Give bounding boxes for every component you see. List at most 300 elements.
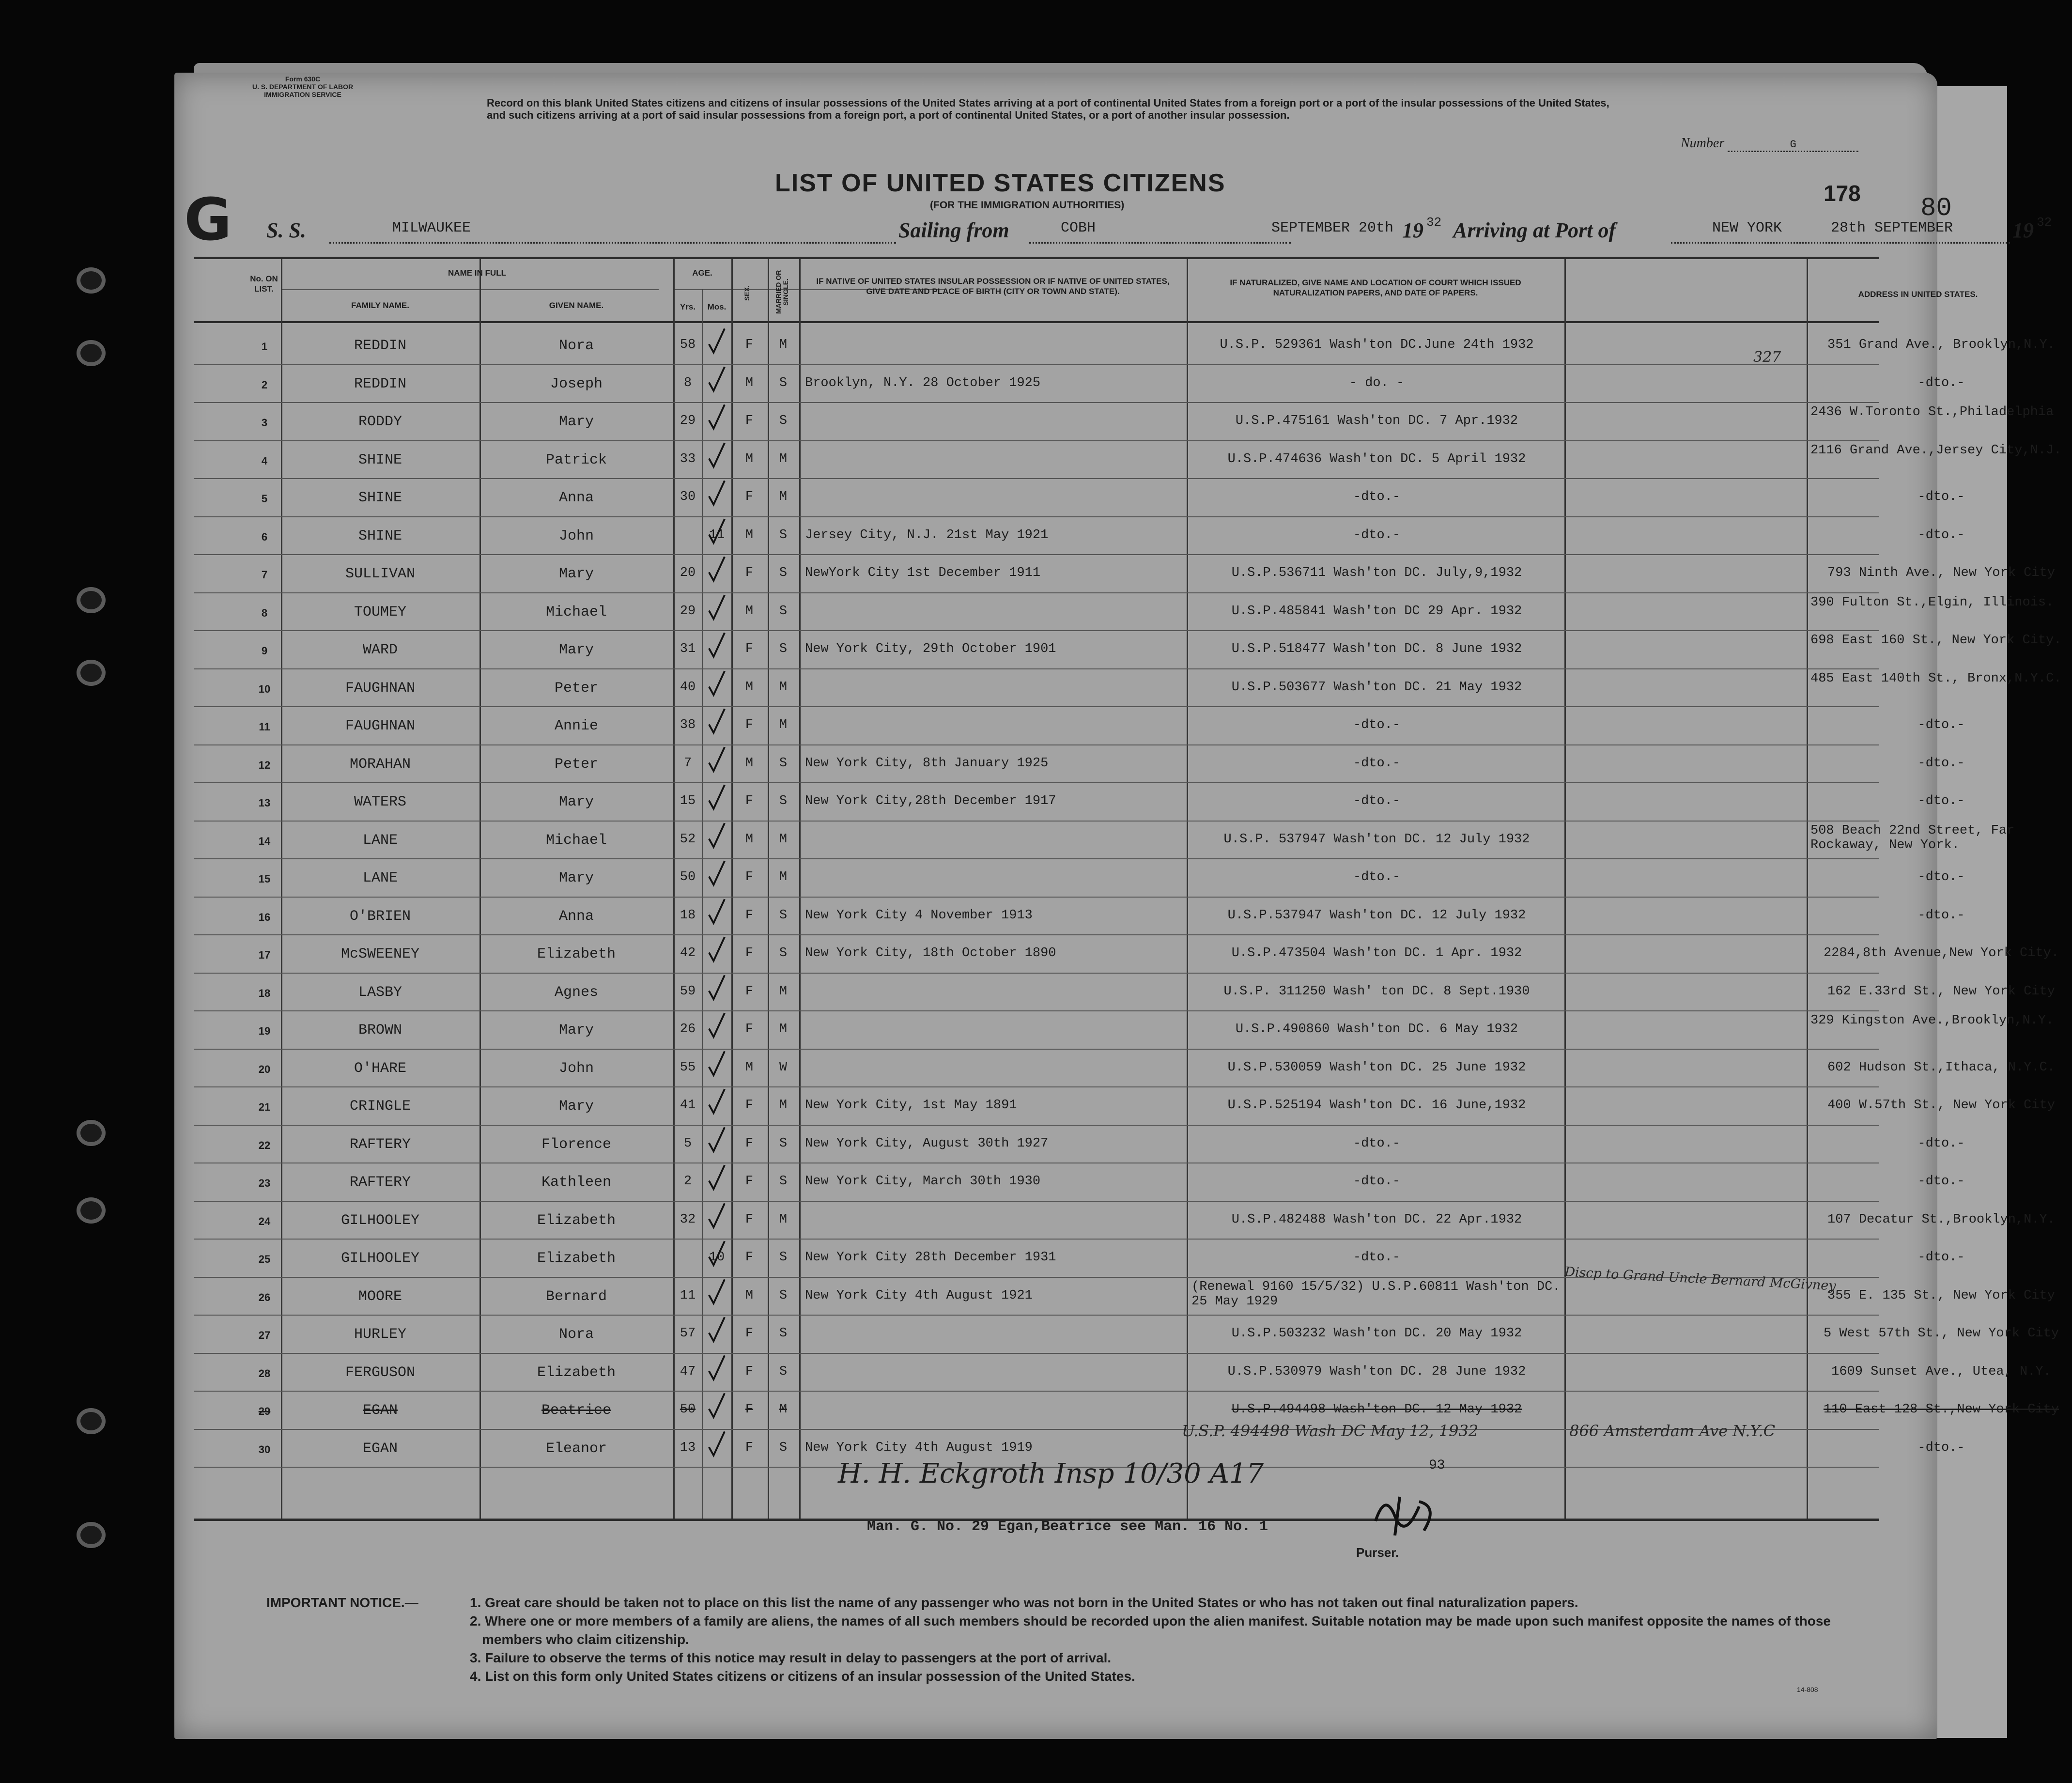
address: 2436 W.Toronto St.,Philadelphia (1810, 405, 2054, 419)
form-code: 14-808 (1797, 1686, 1818, 1693)
table-row (194, 1202, 2055, 1240)
header-no: No. ON LIST. (250, 274, 278, 294)
age-years: 30 (680, 490, 696, 504)
address: -dto.- (1917, 1136, 1965, 1151)
row-number: 12 (258, 759, 271, 771)
given-name: Nora (558, 338, 594, 354)
naturalization: -dto.- (1353, 718, 1401, 732)
table-row (194, 441, 2062, 480)
marital-status: W (779, 1060, 788, 1075)
sex: F (745, 1136, 754, 1151)
arriving-label: Arriving at Port of (1453, 218, 1616, 242)
check-mark (707, 402, 726, 431)
marital-status: M (779, 984, 788, 999)
marital-status: S (779, 1288, 788, 1303)
age-years: 7 (683, 756, 692, 771)
table-row (194, 1126, 1965, 1164)
naturalization: -dto.- (1353, 1250, 1401, 1265)
family-name: FERGUSON (345, 1364, 416, 1381)
birth-details: New York City, August 30th 1927 (805, 1136, 1049, 1151)
naturalization: U.S.P.530059 Wash'ton DC. 25 June 1932 (1227, 1060, 1526, 1075)
age-years: 29 (680, 414, 696, 428)
family-name: FAUGHNAN (345, 718, 416, 734)
header-age: AGE. (692, 268, 712, 278)
marital-status: M (779, 680, 788, 695)
voyage-line (266, 215, 2052, 252)
sex: F (745, 718, 754, 732)
check-mark (707, 1239, 726, 1268)
table-row (194, 593, 2054, 632)
binder-hole (80, 664, 102, 682)
age-years: 26 (680, 1022, 696, 1037)
table-row (194, 479, 1965, 517)
naturalization: U.S.P.537947 Wash'ton DC. 12 July 1932 (1227, 908, 1526, 923)
purser-label: Purser. (1356, 1545, 1399, 1560)
marital-status: S (779, 1136, 788, 1151)
marital-status: S (779, 1174, 788, 1189)
sex: M (745, 756, 754, 771)
family-name: WATERS (354, 794, 407, 810)
age-years: 42 (680, 946, 696, 961)
binder-hole (80, 1201, 102, 1220)
header-sex: SEX. (743, 285, 751, 301)
notice-item: 1. Great care should be taken not to place on this list the name of any passenger who was not born in the United States or who has not taken out final naturalization papers. (470, 1595, 1578, 1610)
row-number: 24 (258, 1215, 271, 1227)
notice-item: 4. List on this form only United States citizens or citizens of an insular possession of the United States. (470, 1669, 1135, 1684)
number-label: Number (1681, 136, 1725, 151)
address: -dto.- (1917, 870, 1965, 884)
given-name: Bernard (545, 1288, 607, 1305)
age-years: 50 (680, 870, 696, 884)
check-mark (707, 1125, 726, 1154)
age-years: 8 (683, 375, 692, 390)
naturalization: U.S.P.490860 Wash'ton DC. 6 May 1932 (1235, 1022, 1518, 1037)
inspector-signature: H. H. Eckgroth Insp 10/30 A17 (838, 1458, 1264, 1489)
address: 351 Grand Ave., Brooklyn,N.Y. (1827, 338, 2055, 352)
table-row (194, 669, 2062, 708)
address: 110 East 128 St.,New York City (1823, 1402, 2059, 1417)
table-row (194, 859, 1965, 898)
age-years: 15 (680, 794, 696, 808)
family-name: WARD (362, 642, 398, 658)
form-instructions: Record on this blank United States citizens and citizens of insular possessions of the United States arriving at a port of continental United States from a foreign port or a port of the insular possessions of the United States, and such citizens arriving at a port of said insular possessions from a foreign port, a port of continental United States, or a port of another insular possession. (487, 97, 1609, 121)
check-mark (707, 364, 726, 393)
marital-status: M (779, 338, 788, 352)
marital-status: M (779, 1212, 788, 1227)
family-name: GILHOOLEY (340, 1212, 420, 1229)
age-years: 33 (680, 451, 696, 466)
given-name: Mary (558, 870, 594, 886)
given-name: Elizabeth (537, 1250, 616, 1267)
department-name: U. S. DEPARTMENT OF LABOR (252, 83, 354, 91)
address: 390 Fulton St.,Elgin, Illinois. (1810, 595, 2054, 610)
marital-status: M (779, 451, 788, 466)
check-mark (707, 440, 726, 469)
address: 162 E.33rd St., New York City (1827, 984, 2055, 999)
header-married-single: MARRIED OR SINGLE. (774, 270, 789, 314)
table-row (194, 1278, 2055, 1316)
form-identifier (252, 75, 354, 98)
check-mark (707, 1049, 726, 1078)
birth-details: NewYork City 1st December 1911 (805, 566, 1041, 580)
check-mark (707, 592, 726, 621)
header-months: Mos. (707, 302, 727, 311)
age-years: 38 (680, 718, 696, 732)
given-name: Annie (554, 718, 598, 734)
given-name: Agnes (554, 984, 598, 1001)
sex: F (745, 490, 754, 504)
naturalization: U.S.P. 529361 Wash'ton DC.June 24th 1932 (1220, 338, 1534, 352)
marital-status: S (779, 946, 788, 961)
marital-status: S (779, 414, 788, 428)
family-name: O'BRIEN (349, 908, 411, 925)
family-name: LASBY (358, 984, 402, 1001)
given-name: Michael (545, 604, 607, 620)
age-years: 29 (680, 604, 696, 619)
sex: F (745, 1212, 754, 1227)
given-name: Florence (541, 1136, 612, 1153)
year-prefix-2: 19 (2012, 218, 2034, 242)
naturalization: -dto.- (1353, 490, 1401, 504)
given-name: Mary (558, 566, 594, 582)
family-name: FAUGHNAN (345, 680, 416, 697)
table-row (194, 517, 1965, 556)
check-mark (707, 1315, 726, 1344)
family-name: TOUMEY (354, 604, 407, 620)
row-number: 8 (261, 606, 268, 619)
age-years: 31 (680, 642, 696, 656)
header-birthplace: IF NATIVE OF UNITED STATES INSULAR POSSESSION OR IF NATIVE OF UNITED STATES, GIVE DATE AND PLACE OF BIRTH (CITY OR TOWN AND STATE). (816, 277, 1170, 296)
table-row (194, 365, 1965, 403)
family-name: EGAN (362, 1440, 398, 1457)
purser-signature (1366, 1487, 1453, 1545)
marital-status: S (779, 756, 788, 771)
sex: M (745, 451, 754, 466)
age-years: 5 (683, 1136, 692, 1151)
header-years: Yrs. (680, 302, 696, 311)
family-name: RAFTERY (349, 1174, 411, 1191)
address: -dto.- (1917, 490, 1965, 504)
marital-status: S (779, 1440, 788, 1455)
sex: F (745, 1250, 754, 1265)
sex: M (745, 680, 754, 695)
sex: M (745, 375, 754, 390)
sex: F (745, 1174, 754, 1189)
header-family-name: FAMILY NAME. (351, 301, 409, 310)
marital-status: M (779, 1022, 788, 1037)
arrival-year: 32 (2037, 215, 2052, 230)
header-given-name: GIVEN NAME. (549, 301, 604, 310)
marital-status: S (779, 1364, 788, 1379)
birth-details: Jersey City, N.J. 21st May 1921 (805, 527, 1049, 543)
age-years: 55 (680, 1060, 696, 1075)
address: 329 Kingston Ave.,Brooklyn,N.Y. (1810, 1013, 2054, 1028)
naturalization: (Renewal 9160 15/5/32) U.S.P.60811 Wash'ton DC. 25 May 1929 (1191, 1279, 1561, 1309)
row-number: 4 (261, 454, 268, 467)
given-name: Peter (554, 680, 598, 697)
family-name: LANE (362, 870, 398, 886)
row-number: 14 (258, 835, 271, 847)
address: 2284,8th Avenue,New York City. (1823, 946, 2059, 961)
number-field (1681, 136, 1858, 152)
check-mark (707, 668, 726, 698)
age-years: 47 (680, 1364, 696, 1379)
naturalization: - do. - (1349, 375, 1405, 390)
age-years: 57 (680, 1326, 696, 1341)
row-number: 19 (258, 1025, 271, 1037)
birth-details: New York City, 1st May 1891 (805, 1098, 1017, 1113)
check-mark (707, 706, 726, 735)
header-address: ADDRESS IN UNITED STATES. (1858, 290, 1978, 299)
binder-hole (80, 1526, 102, 1544)
table-row (194, 707, 1965, 745)
check-mark (707, 1163, 726, 1192)
sex: F (745, 984, 754, 999)
age-years: 32 (680, 1212, 696, 1227)
naturalization: U.S.P.518477 Wash'ton DC. 8 June 1932 (1231, 642, 1522, 656)
sex: F (745, 1326, 754, 1341)
birth-details: New York City, 18th October 1890 (805, 946, 1056, 961)
marital-status: S (779, 527, 788, 543)
number-value: G (1728, 139, 1858, 152)
birth-details: New York City 4th August 1921 (805, 1288, 1033, 1303)
check-mark (707, 1010, 726, 1039)
address: 485 East 140th St., Bronx,N.Y.C. (1810, 671, 2062, 686)
row-number: 16 (258, 911, 271, 923)
naturalization: U.S.P. 311250 Wash' ton DC. 8 Sept.1930 (1223, 984, 1530, 999)
given-name: Nora (558, 1326, 594, 1343)
family-name: SULLIVAN (345, 566, 416, 582)
check-mark (707, 1429, 726, 1458)
table-row (194, 631, 2062, 669)
address: 1609 Sunset Ave., Utea, N.Y. (1831, 1364, 2051, 1379)
given-name: Kathleen (541, 1174, 612, 1191)
year-prefix-1: 19 (1402, 218, 1423, 242)
marital-status: S (779, 1250, 788, 1265)
naturalization: -dto.- (1353, 794, 1401, 808)
given-name: Mary (558, 794, 594, 810)
age-years: 52 (680, 832, 696, 847)
sex: F (745, 1022, 754, 1037)
given-name: Elizabeth (537, 1364, 616, 1381)
sex: M (745, 527, 754, 543)
family-name: MOORE (358, 1288, 402, 1305)
marital-status: M (779, 718, 788, 732)
given-name: Joseph (550, 375, 603, 392)
marital-status: M (779, 832, 788, 847)
row-number: 27 (258, 1329, 271, 1341)
header-naturalization: IF NATURALIZED, GIVE NAME AND LOCATION OF COURT WHICH ISSUED NATURALIZATION PAPERS, AND DATE OF PAPERS. (1230, 278, 1521, 297)
check-mark (707, 973, 726, 1002)
family-name: MORAHAN (349, 756, 411, 773)
given-name: Patrick (545, 451, 607, 468)
address: -dto.- (1917, 1440, 1965, 1455)
naturalization: U.S.P.525194 Wash'ton DC. 16 June,1932 (1227, 1098, 1526, 1113)
age-years: 13 (680, 1440, 696, 1455)
marital-status: S (779, 604, 788, 619)
check-mark (707, 858, 726, 887)
ship-name: MILWAUKEE (392, 220, 471, 236)
family-name: SHINE (358, 451, 402, 468)
given-name: Mary (558, 642, 594, 658)
table-row (194, 935, 2059, 974)
binder-hole (80, 591, 102, 609)
marital-status: S (779, 375, 788, 390)
address: 400 W.57th St., New York City (1827, 1098, 2055, 1113)
naturalization: U.S.P.474636 Wash'ton DC. 5 April 1932 (1227, 451, 1526, 466)
family-name: LANE (362, 832, 398, 849)
row-number: 22 (258, 1139, 271, 1151)
family-name: CRINGLE (349, 1098, 411, 1115)
manifest-letter: G (184, 186, 232, 254)
sex: F (745, 908, 754, 923)
address: -dto.- (1917, 1250, 1965, 1265)
family-name: BROWN (358, 1022, 402, 1039)
marital-status: M (779, 870, 788, 884)
naturalization: U.S.P.482488 Wash'ton DC. 22 Apr.1932 (1231, 1212, 1522, 1227)
departure-port: COBH (1061, 220, 1096, 236)
arrival-port: NEW YORK (1712, 220, 1782, 236)
row30-address: 866 Amsterdam Ave N.Y.C (1569, 1422, 1776, 1440)
address: 2116 Grand Ave.,Jersey City,N.J. (1810, 443, 2062, 458)
row-number: 2 (261, 378, 268, 391)
address: -dto.- (1917, 908, 1965, 923)
form-number: Form 630C (285, 75, 321, 83)
age-months: 10 (709, 1250, 725, 1265)
departure-year: 32 (1426, 215, 1442, 230)
family-name: EGAN (362, 1402, 398, 1419)
row-number: 21 (258, 1101, 271, 1113)
birth-details: Brooklyn, N.Y. 28 October 1925 (805, 375, 1041, 390)
age-years: 58 (680, 338, 696, 352)
sex: F (745, 566, 754, 580)
row-number: 3 (261, 417, 268, 429)
family-name: HURLEY (354, 1326, 407, 1343)
sex: M (745, 1288, 754, 1303)
marital-status: M (779, 1098, 788, 1113)
naturalization: U.S.P.503677 Wash'ton DC. 21 May 1932 (1231, 680, 1522, 695)
table-row (194, 974, 2055, 1012)
birth-details: New York City, 29th October 1901 (805, 642, 1056, 656)
marital-status: M (779, 490, 788, 504)
table-row (194, 1316, 2059, 1354)
row1-address-correction: 327 (1753, 349, 1781, 366)
table-row (194, 898, 1965, 936)
given-name: John (558, 1060, 594, 1077)
marital-status: S (779, 794, 788, 808)
service-name: IMMIGRATION SERVICE (264, 91, 341, 98)
row-number: 20 (258, 1063, 271, 1075)
row-number: 23 (258, 1177, 271, 1189)
naturalization: -dto.- (1353, 1174, 1401, 1189)
check-mark (707, 1086, 726, 1116)
address: 602 Hudson St.,Ithaca, N.Y.C. (1827, 1060, 2055, 1075)
address: 508 Beach 22nd Street, Far Rockaway, New York. (1810, 823, 2015, 853)
birth-details: New York City 4th August 1919 (805, 1440, 1033, 1455)
marital-status: S (779, 908, 788, 923)
naturalization: U.S.P.536711 Wash'ton DC. July,9,1932 (1231, 566, 1522, 580)
sex: F (745, 870, 754, 884)
age-years: 40 (680, 680, 696, 695)
check-mark (707, 782, 726, 811)
row-number: 5 (261, 493, 268, 505)
family-name: REDDIN (354, 338, 407, 354)
address: 355 E. 135 St., New York City (1827, 1288, 2055, 1303)
given-name: Eleanor (545, 1440, 607, 1457)
check-mark (707, 1353, 726, 1382)
sex: F (745, 946, 754, 961)
ss-label: S. S. (266, 218, 306, 242)
given-name: Beatrice (541, 1402, 612, 1419)
notice-item: 2. Where one or more members of a family are aliens, the names of all such members should be recorded upon the alien manifest. Suitable notation may be made upon such manifest opposite the names of those members who claim citizenship. (470, 1613, 1831, 1647)
address: 793 Ninth Ave., New York City (1827, 566, 2055, 580)
marital-status: M (779, 1402, 788, 1417)
age-years: 18 (680, 908, 696, 923)
table-row (194, 403, 2054, 441)
age-years: 11 (680, 1288, 696, 1303)
address: -dto.- (1917, 527, 1965, 543)
check-mark (707, 1391, 726, 1420)
address: 5 West 57th St., New York City (1823, 1326, 2059, 1341)
sex: F (745, 642, 754, 656)
address: 698 East 160 St., New York City. (1810, 633, 2062, 648)
family-name: SHINE (358, 490, 402, 506)
sex: M (745, 604, 754, 619)
check-mark (707, 744, 726, 774)
table-row (194, 555, 2055, 593)
given-name: Mary (558, 1022, 594, 1039)
row-number: 25 (258, 1253, 271, 1265)
notice-label: IMPORTANT NOTICE.— (266, 1595, 418, 1610)
age-years: 41 (680, 1098, 696, 1113)
check-mark (707, 1201, 726, 1230)
age-months: 11 (709, 527, 725, 543)
marital-status: S (779, 566, 788, 580)
naturalization: -dto.- (1353, 756, 1401, 771)
check-mark (707, 554, 726, 583)
page-mark: 93 (1429, 1458, 1445, 1473)
given-name: Peter (554, 756, 598, 773)
naturalization: U.S.P.485841 Wash'ton DC 29 Apr. 1932 (1231, 604, 1522, 619)
check-mark (707, 478, 726, 507)
given-name: Anna (558, 490, 594, 506)
check-mark (707, 1277, 726, 1306)
check-mark (707, 821, 726, 850)
table-row (194, 822, 2015, 860)
manifest-note: Man. G. No. 29 Egan,Beatrice see Man. 16 No. 1 (867, 1519, 1268, 1535)
sex: F (745, 414, 754, 428)
given-name: Mary (558, 414, 594, 430)
row-number: 15 (258, 873, 271, 885)
table-row (194, 327, 2055, 365)
check-mark (707, 630, 726, 659)
naturalization: U.S.P.503232 Wash'ton DC. 20 May 1932 (1231, 1326, 1522, 1341)
check-mark (707, 897, 726, 926)
address: -dto.- (1917, 1174, 1965, 1189)
binder-hole (80, 271, 102, 290)
passenger-table (194, 257, 2062, 1521)
sex: M (745, 832, 754, 847)
binder-hole (80, 1412, 102, 1430)
given-name: Michael (545, 832, 607, 849)
row-number: 11 (259, 721, 270, 733)
sex: F (745, 1402, 754, 1417)
birth-details: New York City, 8th January 1925 (805, 756, 1049, 771)
sex: F (745, 338, 754, 352)
given-name: Anna (558, 908, 594, 925)
row-number: 18 (258, 987, 271, 999)
table-row (194, 1354, 2051, 1392)
